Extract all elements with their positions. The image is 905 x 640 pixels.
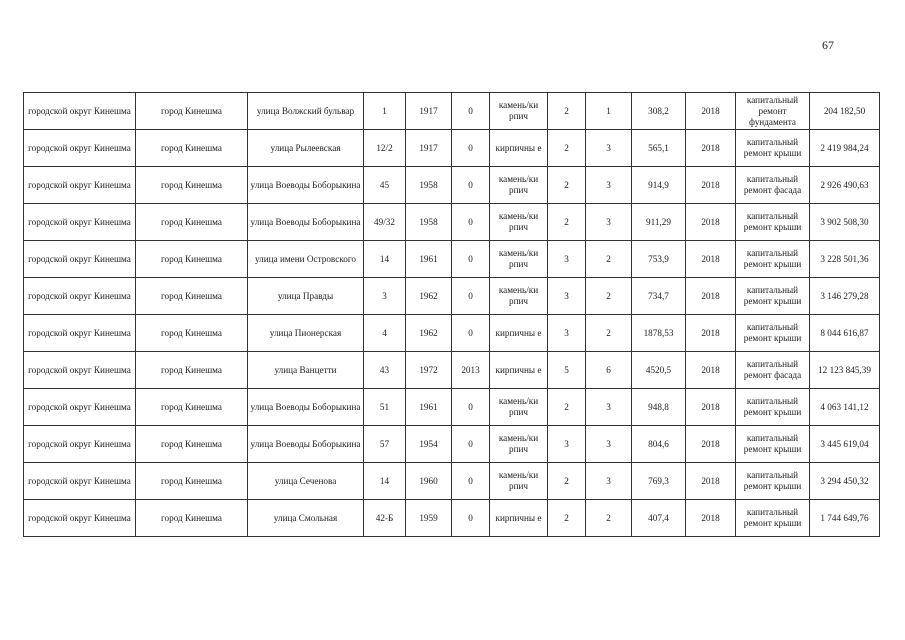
entrances-cell: 6 <box>586 352 632 389</box>
repair-year-cell: 2018 <box>686 204 736 241</box>
entrances-cell: 1 <box>586 93 632 130</box>
street-cell: улица Воеводы Боборыкина <box>248 426 364 463</box>
city-cell: город Кинешма <box>136 389 248 426</box>
build-year-cell: 1917 <box>406 93 452 130</box>
build-year-cell: 1954 <box>406 426 452 463</box>
house-number-cell: 43 <box>364 352 406 389</box>
work-type-cell: капитальный ремонт крыши <box>736 315 810 352</box>
cost-cell: 8 044 616,87 <box>810 315 880 352</box>
house-number-cell: 57 <box>364 426 406 463</box>
repair-year-cell: 2018 <box>686 167 736 204</box>
work-type-cell: капитальный ремонт крыши <box>736 204 810 241</box>
work-type-cell: капитальный ремонт крыши <box>736 241 810 278</box>
house-number-cell: 49/32 <box>364 204 406 241</box>
wall-material-cell: камень/ки рпич <box>490 204 548 241</box>
municipality-cell: городской округ Кинешма <box>24 167 136 204</box>
house-number-cell: 51 <box>364 389 406 426</box>
municipality-cell: городской округ Кинешма <box>24 93 136 130</box>
repair-year-cell: 2018 <box>686 352 736 389</box>
work-type-cell: капитальный ремонт крыши <box>736 463 810 500</box>
repair-year-cell: 2018 <box>686 241 736 278</box>
city-cell: город Кинешма <box>136 241 248 278</box>
house-number-cell: 1 <box>364 93 406 130</box>
cost-cell: 4 063 141,12 <box>810 389 880 426</box>
city-cell: город Кинешма <box>136 315 248 352</box>
table-row <box>24 204 880 241</box>
floors-cell: 2 <box>548 93 586 130</box>
city-cell: город Кинешма <box>136 204 248 241</box>
area-cell: 948,8 <box>632 389 686 426</box>
street-cell: улица имени Островского <box>248 241 364 278</box>
municipality-cell: городской округ Кинешма <box>24 500 136 537</box>
work-type-cell: капитальный ремонт крыши <box>736 500 810 537</box>
renovation-year-cell: 0 <box>452 463 490 500</box>
area-cell: 4520,5 <box>632 352 686 389</box>
repair-year-cell: 2018 <box>686 500 736 537</box>
entrances-cell: 3 <box>586 130 632 167</box>
city-cell: город Кинешма <box>136 278 248 315</box>
entrances-cell: 3 <box>586 426 632 463</box>
house-number-cell: 42-Б <box>364 500 406 537</box>
city-cell: город Кинешма <box>136 500 248 537</box>
floors-cell: 3 <box>548 278 586 315</box>
city-cell: город Кинешма <box>136 352 248 389</box>
house-number-cell: 14 <box>364 463 406 500</box>
build-year-cell: 1959 <box>406 500 452 537</box>
cost-cell: 204 182,50 <box>810 93 880 130</box>
municipality-cell: городской округ Кинешма <box>24 426 136 463</box>
street-cell: улица Волжский бульвар <box>248 93 364 130</box>
floors-cell: 3 <box>548 241 586 278</box>
area-cell: 734,7 <box>632 278 686 315</box>
page-number: 67 <box>822 38 834 52</box>
entrances-cell: 3 <box>586 204 632 241</box>
street-cell: улица Воеводы Боборыкина <box>248 167 364 204</box>
municipality-cell: городской округ Кинешма <box>24 278 136 315</box>
registry-table <box>23 92 880 537</box>
build-year-cell: 1961 <box>406 241 452 278</box>
repair-year-cell: 2018 <box>686 463 736 500</box>
municipality-cell: городской округ Кинешма <box>24 204 136 241</box>
repair-year-cell: 2018 <box>686 426 736 463</box>
table-row <box>24 352 880 389</box>
renovation-year-cell: 0 <box>452 167 490 204</box>
floors-cell: 2 <box>548 500 586 537</box>
renovation-year-cell: 0 <box>452 204 490 241</box>
work-type-cell: капитальный ремонт фасада <box>736 167 810 204</box>
wall-material-cell: кирпичны е <box>490 500 548 537</box>
renovation-year-cell: 0 <box>452 389 490 426</box>
work-type-cell: капитальный ремонт крыши <box>736 278 810 315</box>
area-cell: 1878,53 <box>632 315 686 352</box>
floors-cell: 3 <box>548 315 586 352</box>
area-cell: 911,29 <box>632 204 686 241</box>
area-cell: 769,3 <box>632 463 686 500</box>
table-row <box>24 463 880 500</box>
street-cell: улица Воеводы Боборыкина <box>248 204 364 241</box>
street-cell: улица Рылеевская <box>248 130 364 167</box>
build-year-cell: 1962 <box>406 315 452 352</box>
area-cell: 565,1 <box>632 130 686 167</box>
municipality-cell: городской округ Кинешма <box>24 463 136 500</box>
work-type-cell: капитальный ремонт крыши <box>736 426 810 463</box>
wall-material-cell: кирпичны е <box>490 315 548 352</box>
renovation-year-cell: 0 <box>452 130 490 167</box>
floors-cell: 2 <box>548 204 586 241</box>
renovation-year-cell: 0 <box>452 241 490 278</box>
street-cell: улица Смольная <box>248 500 364 537</box>
area-cell: 914,9 <box>632 167 686 204</box>
house-number-cell: 3 <box>364 278 406 315</box>
wall-material-cell: камень/ки рпич <box>490 167 548 204</box>
entrances-cell: 2 <box>586 278 632 315</box>
wall-material-cell: камень/ки рпич <box>490 426 548 463</box>
house-number-cell: 14 <box>364 241 406 278</box>
work-type-cell: капитальный ремонт фасада <box>736 352 810 389</box>
table-row <box>24 426 880 463</box>
table-row <box>24 130 880 167</box>
work-type-cell: капитальный ремонт крыши <box>736 389 810 426</box>
renovation-year-cell: 0 <box>452 500 490 537</box>
table-row <box>24 93 880 130</box>
floors-cell: 5 <box>548 352 586 389</box>
street-cell: улица Ванцетти <box>248 352 364 389</box>
build-year-cell: 1961 <box>406 389 452 426</box>
table-body <box>24 93 880 537</box>
build-year-cell: 1917 <box>406 130 452 167</box>
cost-cell: 3 445 619,04 <box>810 426 880 463</box>
wall-material-cell: камень/ки рпич <box>490 389 548 426</box>
renovation-year-cell: 0 <box>452 278 490 315</box>
cost-cell: 1 744 649,76 <box>810 500 880 537</box>
house-number-cell: 45 <box>364 167 406 204</box>
cost-cell: 12 123 845,39 <box>810 352 880 389</box>
area-cell: 804,6 <box>632 426 686 463</box>
table-row <box>24 278 880 315</box>
cost-cell: 2 926 490,63 <box>810 167 880 204</box>
street-cell: улица Сеченова <box>248 463 364 500</box>
build-year-cell: 1958 <box>406 204 452 241</box>
work-type-cell: капитальный ремонт крыши <box>736 130 810 167</box>
entrances-cell: 3 <box>586 167 632 204</box>
cost-cell: 3 902 508,30 <box>810 204 880 241</box>
repair-year-cell: 2018 <box>686 315 736 352</box>
wall-material-cell: камень/ки рпич <box>490 278 548 315</box>
city-cell: город Кинешма <box>136 426 248 463</box>
wall-material-cell: камень/ки рпич <box>490 93 548 130</box>
wall-material-cell: кирпичны е <box>490 352 548 389</box>
municipality-cell: городской округ Кинешма <box>24 315 136 352</box>
municipality-cell: городской округ Кинешма <box>24 352 136 389</box>
renovation-year-cell: 2013 <box>452 352 490 389</box>
renovation-year-cell: 0 <box>452 315 490 352</box>
municipality-cell: городской округ Кинешма <box>24 389 136 426</box>
entrances-cell: 2 <box>586 315 632 352</box>
build-year-cell: 1960 <box>406 463 452 500</box>
floors-cell: 2 <box>548 463 586 500</box>
table-row <box>24 389 880 426</box>
area-cell: 407,4 <box>632 500 686 537</box>
street-cell: улица Воеводы Боборыкина <box>248 389 364 426</box>
build-year-cell: 1962 <box>406 278 452 315</box>
entrances-cell: 3 <box>586 389 632 426</box>
repair-year-cell: 2018 <box>686 278 736 315</box>
repair-year-cell: 2018 <box>686 130 736 167</box>
cost-cell: 3 228 501,36 <box>810 241 880 278</box>
municipality-cell: городской округ Кинешма <box>24 241 136 278</box>
floors-cell: 2 <box>548 167 586 204</box>
table-row <box>24 167 880 204</box>
entrances-cell: 2 <box>586 241 632 278</box>
build-year-cell: 1972 <box>406 352 452 389</box>
floors-cell: 3 <box>548 426 586 463</box>
repair-year-cell: 2018 <box>686 389 736 426</box>
cost-cell: 2 419 984,24 <box>810 130 880 167</box>
table-row <box>24 241 880 278</box>
city-cell: город Кинешма <box>136 130 248 167</box>
area-cell: 308,2 <box>632 93 686 130</box>
renovation-year-cell: 0 <box>452 93 490 130</box>
city-cell: город Кинешма <box>136 167 248 204</box>
cost-cell: 3 294 450,32 <box>810 463 880 500</box>
city-cell: город Кинешма <box>136 463 248 500</box>
house-number-cell: 4 <box>364 315 406 352</box>
table-row <box>24 315 880 352</box>
street-cell: улица Пионерская <box>248 315 364 352</box>
wall-material-cell: кирпичны е <box>490 130 548 167</box>
floors-cell: 2 <box>548 389 586 426</box>
city-cell: город Кинешма <box>136 93 248 130</box>
work-type-cell: капитальный ремонт фундамента <box>736 93 810 130</box>
build-year-cell: 1958 <box>406 167 452 204</box>
table-row <box>24 500 880 537</box>
municipality-cell: городской округ Кинешма <box>24 130 136 167</box>
renovation-year-cell: 0 <box>452 426 490 463</box>
cost-cell: 3 146 279,28 <box>810 278 880 315</box>
area-cell: 753,9 <box>632 241 686 278</box>
house-number-cell: 12/2 <box>364 130 406 167</box>
wall-material-cell: камень/ки рпич <box>490 463 548 500</box>
entrances-cell: 3 <box>586 463 632 500</box>
floors-cell: 2 <box>548 130 586 167</box>
entrances-cell: 2 <box>586 500 632 537</box>
wall-material-cell: камень/ки рпич <box>490 241 548 278</box>
repair-year-cell: 2018 <box>686 93 736 130</box>
street-cell: улица Правды <box>248 278 364 315</box>
